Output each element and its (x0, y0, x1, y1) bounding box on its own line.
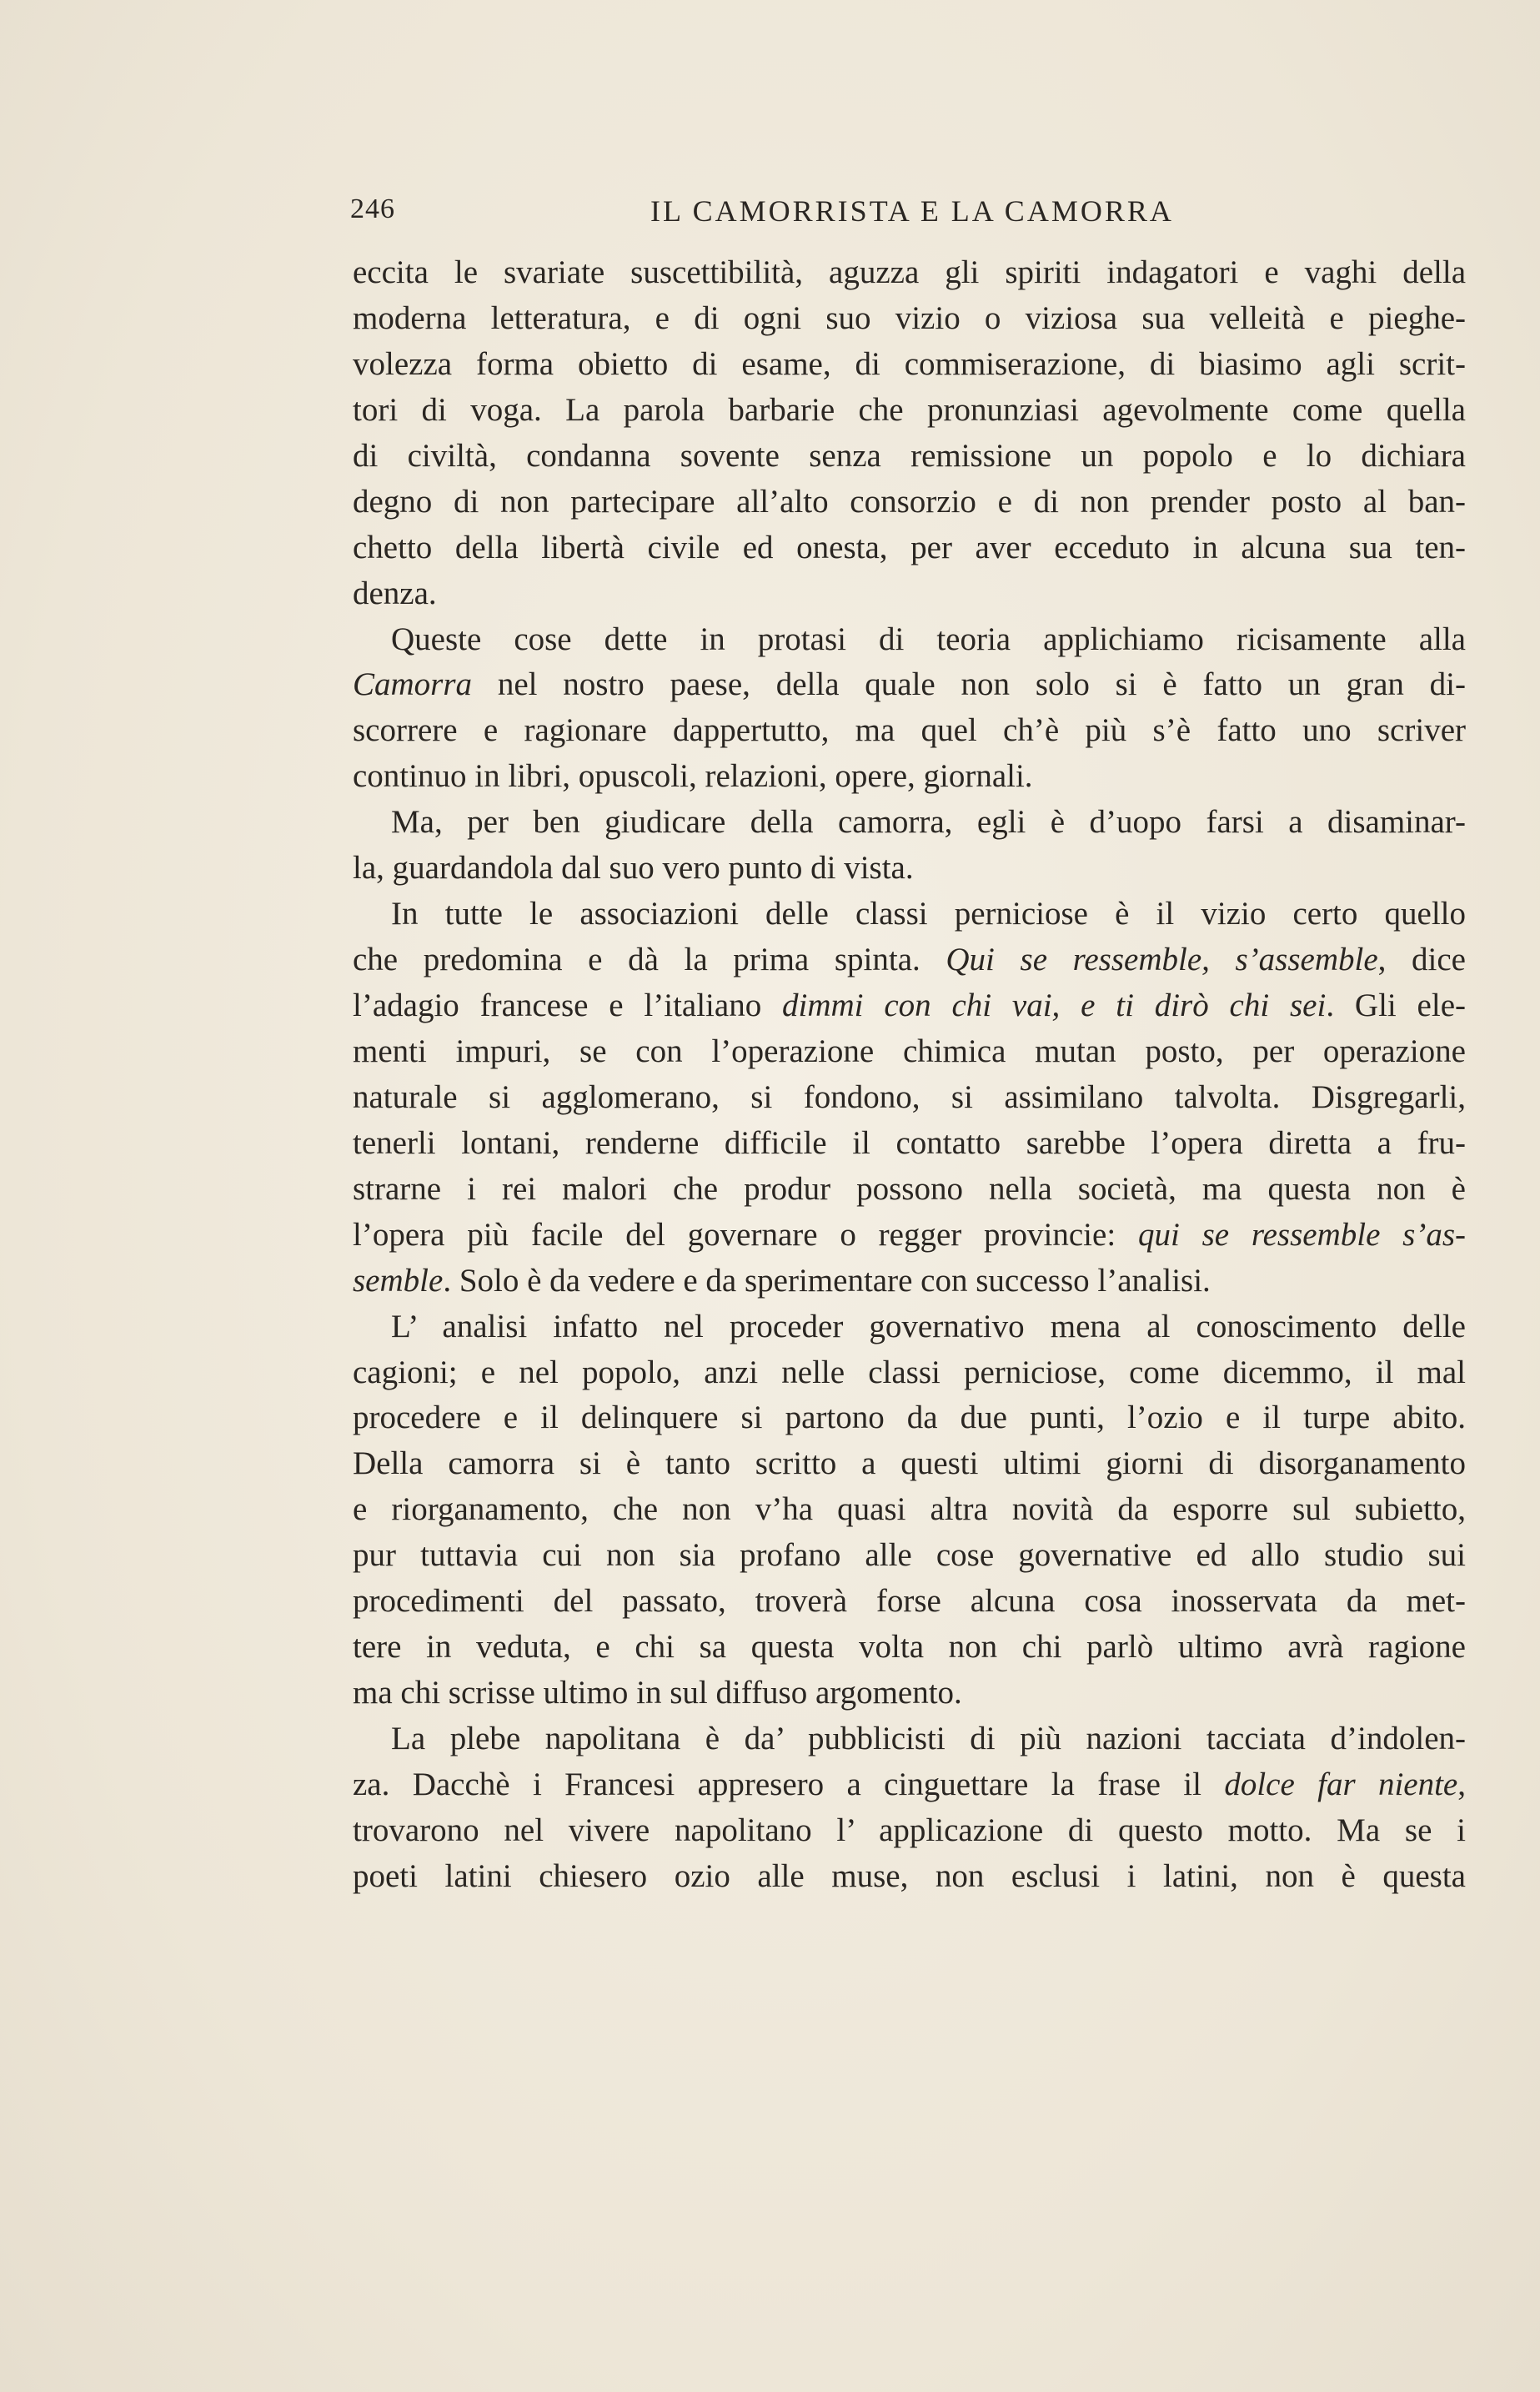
text-line: l’adagio francese e l’italiano dimmi con chi vai, e ti dirò chi sei. Gli ele- (353, 987, 1466, 1023)
text-line: za. Dacchè i Francesi appresero a cinguettare la frase il dolce far niente, (353, 1766, 1466, 1802)
text-line: Della camorra si è tanto scritto a questi ultimi giorni di disorganamento (353, 1445, 1466, 1482)
text-line: strarne i rei malori che produr possono nella società, ma questa non è (353, 1170, 1466, 1207)
text-line: La plebe napolitana è da’ pubblicisti di più nazioni tacciata d’indolen- (391, 1721, 1466, 1756)
text-line: Ma, per ben giudicare della camorra, egli è d’uopo farsi a disaminar- (391, 804, 1466, 841)
text-line: che predomina e dà la prima spinta. Qui se ressemble, s’assemble, dice (353, 942, 1466, 978)
text-line: pur tuttavia cui non sia profano alle cose governative ed allo studio sui (353, 1537, 1466, 1574)
text-line: eccita le svariate suscettibilità, aguzza gli spiriti indagatori e vaghi della (353, 254, 1466, 290)
text-line: procedimenti del passato, troverà forse alcuna cosa inosservata da met- (353, 1583, 1466, 1620)
text-line: moderna letteratura, e di ogni suo vizio o viziosa sua velleità e pieghe- (353, 299, 1466, 336)
text-line: denza. (353, 575, 437, 611)
text-line: tenerli lontani, renderne difficile il contatto sarebbe l’opera diretta a fru- (353, 1124, 1466, 1161)
text-line: Queste cose dette in protasi di teoria applichiamo ricisamente alla (391, 621, 1466, 657)
text-line: tere in veduta, e chi sa questa volta non chi parlò ultimo avrà ragione (353, 1629, 1466, 1666)
text-line: Camorra nel nostro paese, della quale non solo si è fatto un gran di- (353, 666, 1466, 703)
page-header (350, 193, 1467, 244)
text-line: ma chi scrisse ultimo in sul diffuso argomento. (353, 1675, 962, 1711)
italic-quote: Qui se ressemble, s’assemble (946, 942, 1378, 978)
text-line: chetto della libertà civile ed onesta, per aver ecceduto in alcuna sua ten- (353, 529, 1466, 565)
text-line: e riorganamento, che non v’ha quasi altra novità da esporre sul subietto, (353, 1491, 1466, 1528)
text-line: trovarono nel vivere napolitano l’ applicazione di questo motto. Ma se i (353, 1812, 1466, 1848)
running-title: IL CAMORRISTA E LA CAMORRA (650, 194, 1174, 228)
text-line: In tutte le associazioni delle classi perniciose è il vizio certo quello (391, 896, 1466, 932)
text-line: semble. Solo è da vedere e da sperimentare con successo l’analisi. (353, 1262, 1211, 1299)
text-line: menti impuri, se con l’operazione chimica mutan posto, per operazione (353, 1033, 1466, 1069)
italic-quote: semble (353, 1262, 444, 1299)
italic-quote: dolce far niente (1224, 1766, 1458, 1802)
text-line: procedere e il delinquere si partono da due punti, l’ozio e il turpe abito. (353, 1400, 1466, 1436)
text-line: continuo in libri, opuscoli, relazioni, opere, giornali. (353, 758, 1033, 795)
text-line: l’opera più facile del governare o regger provincie: qui se ressemble s’as- (353, 1216, 1466, 1253)
text-line: degno di non partecipare all’alto consorzio e di non prender posto al ban- (353, 483, 1466, 520)
italic-quote: dimmi con chi vai, e ti dirò chi sei (782, 987, 1327, 1023)
italic-term: Camorra (353, 666, 473, 703)
text-line: poeti latini chiesero ozio alle muse, non esclusi i latini, non è questa (353, 1857, 1466, 1894)
text-line: L’ analisi infatto nel proceder governativo mena al conoscimento delle (391, 1308, 1466, 1344)
text-line: volezza forma obietto di esame, di commiserazione, di biasimo agli scrit- (353, 345, 1466, 382)
text-line: naturale si agglomerano, si fondono, si assimilano talvolta. Disgregarli, (353, 1078, 1466, 1115)
text-line: tori di voga. La parola barbarie che pronunziasi agevolmente come quella (353, 391, 1466, 428)
text-line: di civiltà, condanna sovente senza remissione un popolo e lo dichiara (353, 437, 1466, 474)
page-number: 246 (350, 193, 395, 224)
text-line: cagioni; e nel popolo, anzi nelle classi perniciose, come dicemmo, il mal (353, 1354, 1466, 1390)
text-line: scorrere e ragionare dappertutto, ma quel ch’è più s’è fatto uno scriver (353, 712, 1466, 749)
italic-quote: qui se ressemble s’as- (1137, 1216, 1466, 1253)
text-line: la, guardandola dal suo vero punto di vista. (353, 850, 914, 887)
body-text (353, 250, 1466, 2294)
